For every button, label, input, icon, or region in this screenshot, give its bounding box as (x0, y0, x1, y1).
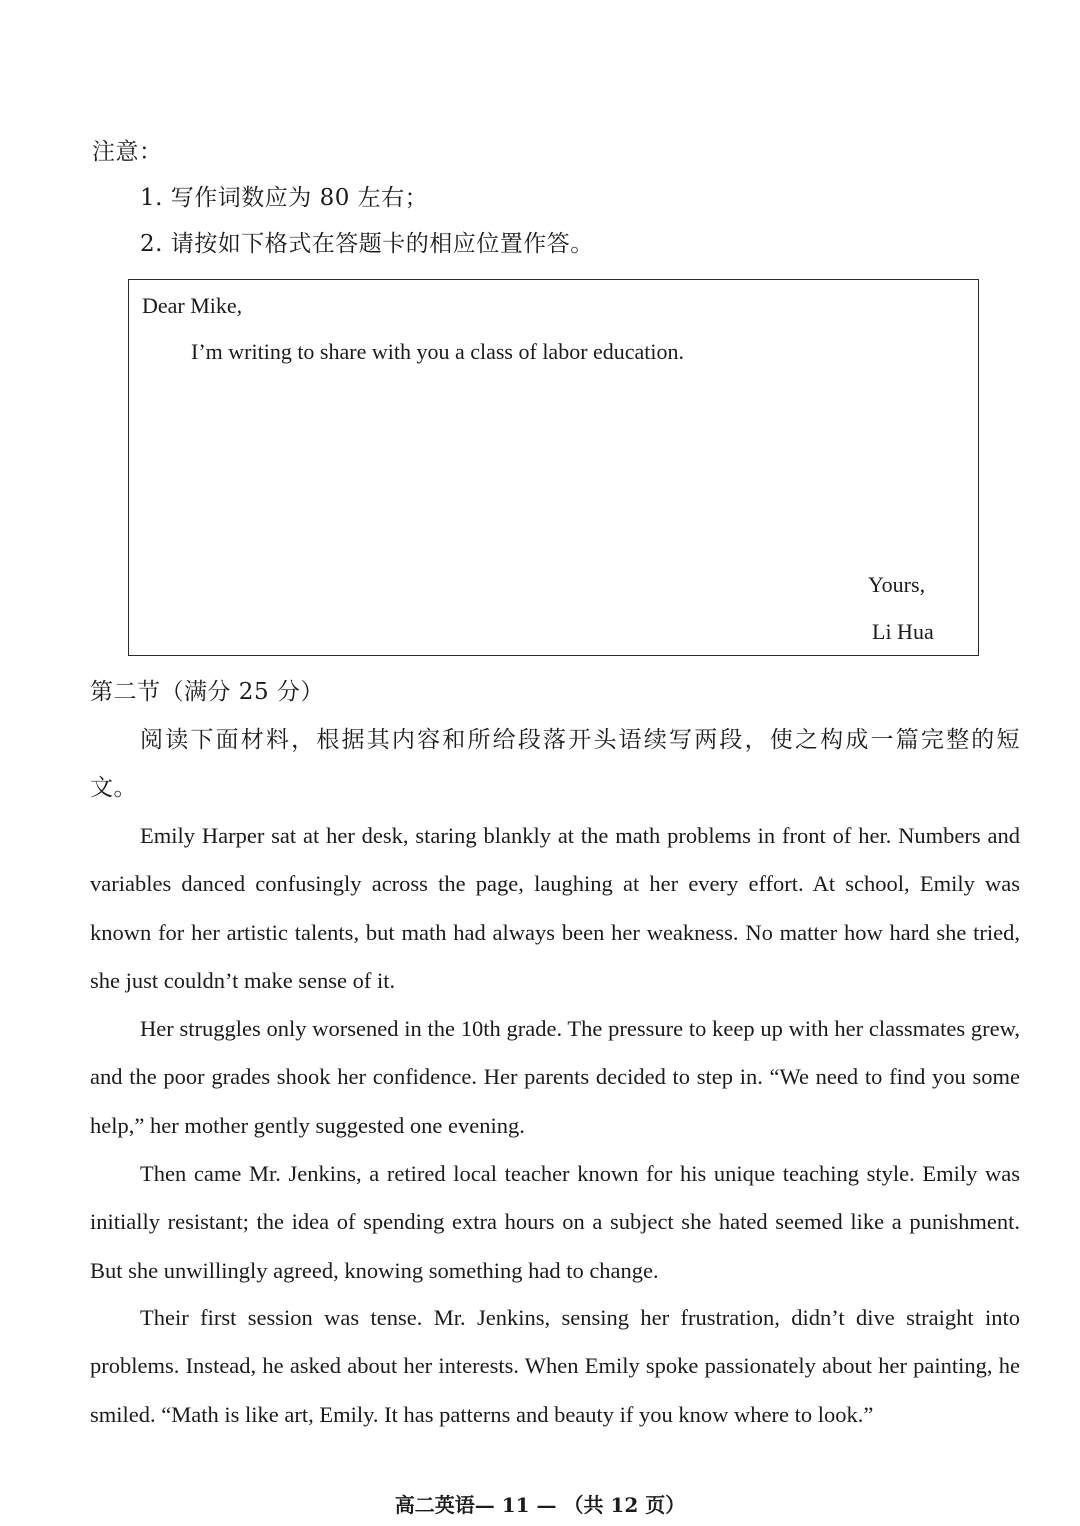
story-paragraph-4: Their first session was tense. Mr. Jenkins, sensing her frustration, didn’t dive straight into problems. Instead, he asked about her interests. When Emily spoke passionately about her painting, he smiled. “Math is like art, Emily. It has patterns and beauty if you know where to look.” (90, 1305, 1020, 1427)
letter-opening: I’m writing to share with you a class of labor education. (191, 339, 685, 364)
page-footer: 高二英语— 11 — （共 12 页） (394, 1493, 686, 1517)
letter-answer-box (128, 279, 979, 656)
notes-item-format: 2. 请按如下格式在答题卡的相应位置作答。 (140, 231, 594, 257)
story-paragraph-2: Her struggles only worsened in the 10th grade. The pressure to keep up with her classmates grew, and the poor grades shook her confidence. Her parents decided to step in. “We need to find you some help,” her mother gently suggested one evening. (90, 1016, 1020, 1138)
letter-salutation: Dear Mike, (142, 293, 243, 318)
story-paragraph-3: Then came Mr. Jenkins, a retired local teacher known for his unique teaching style. Emily was initially resistant; the idea of spending extra hours on a subject she hated seemed like a punishment. But she unwillingly agreed, knowing something had to change. (90, 1161, 1020, 1283)
letter-closing: Yours, (868, 572, 926, 597)
section-instruction-line2: 文。 (90, 775, 137, 801)
section-heading: 第二节（满分 25 分） (90, 679, 324, 705)
notes-heading: 注意： (92, 139, 163, 165)
notes-item-word-count: 1. 写作词数应为 80 左右； (140, 185, 429, 211)
letter-signature: Li Hua (872, 619, 934, 644)
section-instruction-line1: 阅读下面材料，根据其内容和所给段落开头语续写两段，使之构成一篇完整的短 (140, 727, 1020, 753)
story-paragraph-1: Emily Harper sat at her desk, staring blankly at the math problems in front of her. Numbers and variables danced confusingly across the page, laughing at her every effort. At school, Emily was known for her artistic talents, but math had always been her weakness. No matter how hard she tried, she just couldn’t make sense of it. (90, 823, 1020, 994)
